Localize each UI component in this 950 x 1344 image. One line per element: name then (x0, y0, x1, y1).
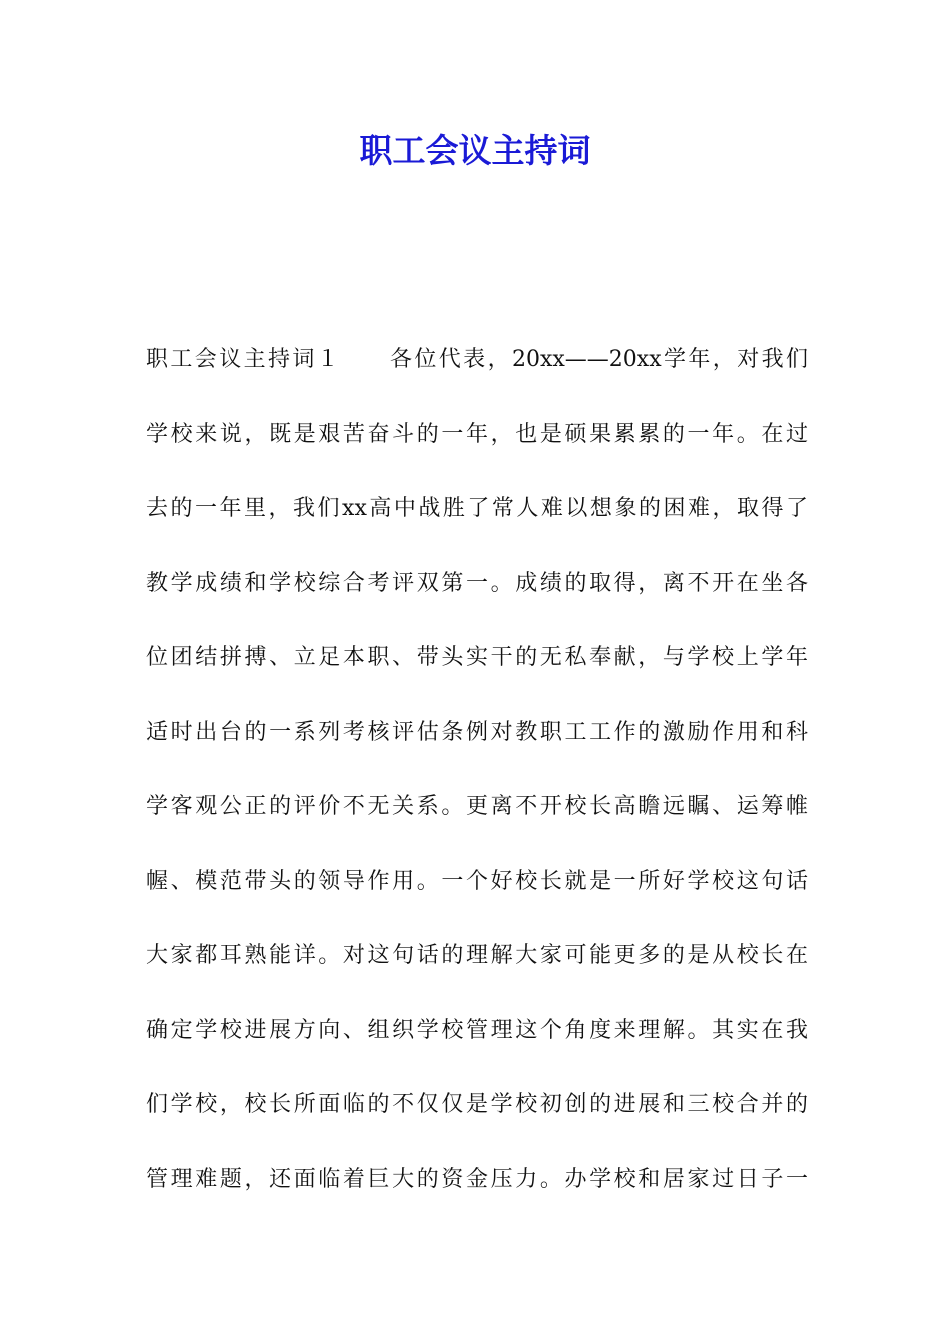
body-line: 去的一年里，我们xx高中战胜了常人难以想象的困难，取得了 (146, 496, 808, 521)
body-line: 学客观公正的评价不无关系。更离不开校长高瞻远瞩、运筹帷 (146, 794, 808, 819)
body-line: 确定学校进展方向、组织学校管理这个角度来理解。其实在我 (146, 1017, 808, 1043)
body-line: 学校来说，既是艰苦奋斗的一年，也是硕果累累的一年。在过 (146, 421, 808, 447)
body-line: 大家都耳熟能详。对这句话的理解大家可能更多的是从校长在 (146, 943, 808, 968)
body-line: 教学成绩和学校综合考评双第一。成绩的取得，离不开在坐各 (146, 570, 808, 596)
body-line: 幄、模范带头的领导作用。一个好校长就是一所好学校这句话 (146, 868, 808, 894)
body-line: 们学校，校长所面临的不仅仅是学校初创的进展和三校合并的 (146, 1092, 808, 1117)
body-line: 位团结拼搏、立足本职、带头实干的无私奉献，与学校上学年 (146, 645, 808, 670)
body-line: 适时出台的一系列考核评估条例对教职工工作的激励作用和科 (146, 719, 808, 745)
body-line: 职工会议主持词１ 各位代表，20xx——20xx学年，对我们 (146, 347, 808, 372)
document-body (146, 338, 808, 1232)
document-title: 职工会议主持词 (359, 131, 591, 170)
body-line: 管理难题，还面临着巨大的资金压力。办学校和居家过日子一 (146, 1166, 808, 1192)
